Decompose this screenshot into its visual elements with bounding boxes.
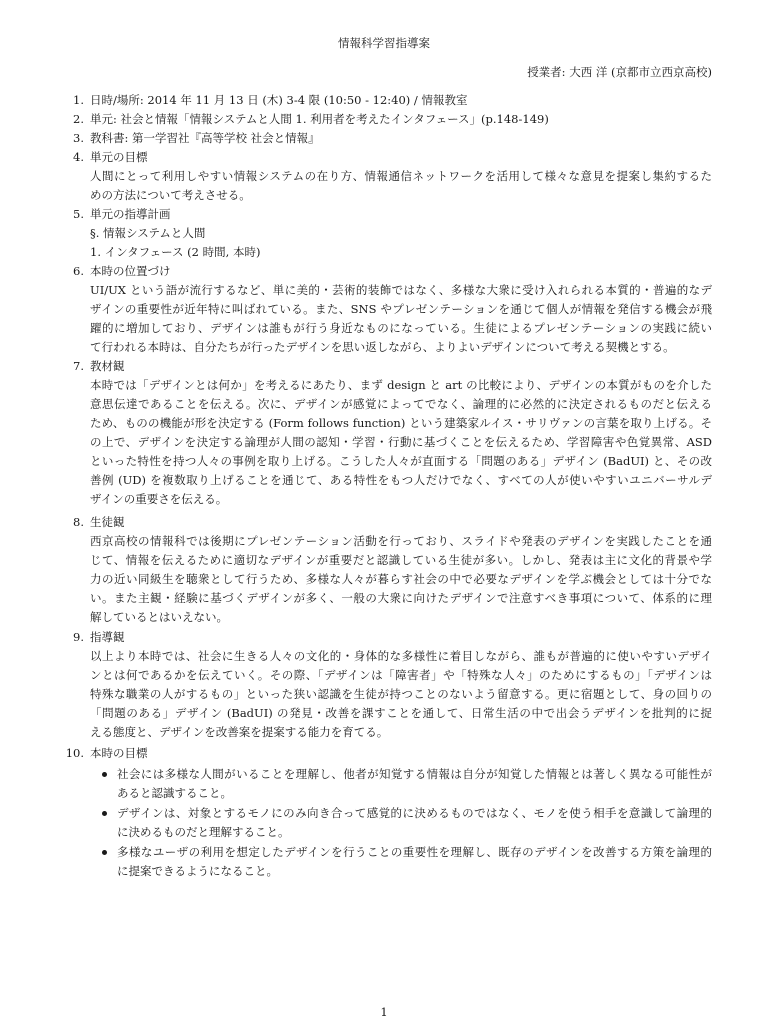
section-body	[90, 167, 712, 205]
section-heading: 指導観	[90, 630, 125, 644]
paragraph-line: ため、ものの機能が形を決定する (Form follows function) という建築家ルイス・サリヴァンの言葉を取り上げる。そ	[90, 416, 712, 430]
section-heading: 単元: 社会と情報「情報システムと人間 1. 利用者を考えたインタフェース」(p.148-149)	[90, 112, 549, 126]
section-heading: 教科書: 第一学習社『高等学校 社会と情報』	[90, 131, 320, 145]
section-lesson-goals	[65, 744, 712, 881]
goal-list	[90, 765, 712, 881]
plan-lesson-line: 1. インタフェース (2 時間, 本時)	[90, 245, 261, 259]
section-heading: 教材観	[90, 359, 125, 373]
section-heading: 単元の指導計画	[90, 207, 171, 221]
paragraph-line: じて、情報を伝えるために適切なデザインが重要だと認識している生徒が多い。しかし、発表は主に文化的背景や学	[90, 553, 712, 567]
paragraph-line: に決めるものだと理解すること。	[117, 825, 290, 839]
paragraph-line: ンとは何であるかを伝えていく。その際、「デザインは「障害者」や「特殊な人々」のためにするもの」「デザインは	[90, 668, 712, 682]
section-teaching-view	[73, 628, 712, 742]
section-number: 2.	[73, 112, 84, 126]
bullet-icon	[102, 811, 107, 816]
goal-bullet-item	[90, 804, 712, 842]
section-textbook	[73, 129, 712, 148]
paragraph-line: 社会には多様な人間がいることを理解し、他者が知覚する情報は自分が知覚した情報とは著しく異なる可能性が	[117, 767, 712, 781]
section-body	[90, 224, 712, 262]
section-body	[90, 281, 712, 357]
goal-bullet-item	[90, 843, 712, 881]
section-body	[90, 532, 712, 627]
section-date-location	[73, 91, 712, 110]
section-number: 7.	[73, 359, 84, 373]
paragraph-line: あると認識すること。	[117, 786, 232, 800]
paragraph-line: の上で、デザインを決定する論理が人間の認知・学習・行動に基づくことを伝えるため、学習障害や色覚異常、ASD	[90, 435, 712, 449]
section-body	[90, 376, 712, 509]
paragraph-line: 本時では「デザインとは何か」を考えるにあたり、まず design と art の比較により、デザインの本質がものを介した	[90, 378, 712, 392]
paragraph-line: て行われる本時は、自分たちが行ったデザインを思い返しながら、よりよいデザインについて考える契機とする。	[90, 340, 675, 354]
section-number: 9.	[73, 630, 84, 644]
section-unit-plan	[73, 205, 712, 262]
lesson-plan-list	[65, 91, 712, 881]
paragraph-line: といった特性を持つ人々の事例を取り上げる。こうした人々が直面する「問題のある」デザイン (BadUI) と、その改	[90, 454, 712, 468]
paragraph-line: える態度と、デザインを改善案を提案する能力を育てる。	[90, 725, 389, 739]
paragraph-line: 解しているとはいえない。	[90, 610, 228, 624]
goal-text	[117, 765, 712, 803]
paragraph-line: 以上より本時では、社会に生きる人々の文化的・身体的な多様性に着目しながら、誰もが普遍的に使いやすいデザイ	[90, 649, 712, 663]
section-number: 4.	[73, 150, 84, 164]
paragraph-line: ザインの重要さを伝える。	[90, 492, 228, 506]
section-unit-goals	[73, 148, 712, 205]
bullet-icon	[102, 850, 107, 855]
paragraph-line: 力の近い同級生を聴衆として行うため、多様な人々が暮らす社会の中で必要なデザインを学ぶ機会としては十分でな	[90, 572, 712, 586]
section-lesson-positioning	[73, 262, 712, 357]
goal-bullet-item	[90, 765, 712, 803]
paragraph-line: 「問題のある」デザイン (BadUI) の発見・改善を課すことを通して、日常生活の中で出会うデザインを批判的に捉	[90, 706, 712, 720]
paragraph-line: 善例 (UD) を複数取り上げることを通じて、ある特性をもつ人だけでなく、すべての人が使いやすいユニバーサルデ	[90, 473, 712, 487]
section-unit	[73, 110, 712, 129]
paragraph-line: めの方法について考えさせる。	[90, 188, 251, 202]
paragraph-line: 躍的に増加しており、デザインは誰もが行う身近なものになっている。生徒によるプレゼンテーションの実践に続い	[90, 321, 712, 335]
paragraph-line: い。また主観・経験に基づくデザインが多く、一般の大衆に向けたデザインで注意すべき事項について、体系的に理	[90, 591, 712, 605]
author-line: 授業者: 大西 洋 (京都市立西京高校)	[527, 65, 712, 79]
plan-chapter-line: §. 情報システムと人間	[90, 226, 206, 240]
paragraph-line: 多様なユーザの利用を想定したデザインを行うことの重要性を理解し、既存のデザインを改善する方策を論理的	[117, 845, 712, 859]
section-heading: 本時の目標	[90, 746, 148, 760]
document-title: 情報科学習指導案	[338, 36, 430, 50]
paragraph-line: に提案できるようになること。	[117, 864, 278, 878]
goal-text	[117, 843, 712, 881]
section-number: 10.	[65, 746, 84, 760]
paragraph-line: 西京高校の情報科では後期にプレゼンテーション活動を行っており、スライドや発表のデザインを実践したことを通	[90, 534, 712, 548]
section-heading: 単元の目標	[90, 150, 148, 164]
section-number: 3.	[73, 131, 84, 145]
section-number: 1.	[73, 93, 84, 107]
paragraph-line: UI/UX という語が流行するなど、単に美的・芸術的装飾ではなく、多様な大衆に受け入れられる本質的・普遍的なデ	[90, 283, 712, 297]
section-material-view	[73, 357, 712, 509]
paragraph-line: 人間にとって利用しやすい情報システムの在り方、情報通信ネットワークを活用して様々な意見を提案し集約するた	[90, 169, 712, 183]
paragraph-line: デザインは、対象とするモノにのみ向き合って感覚的に決めるものではなく、モノを使う相手を意識して論理的	[117, 806, 712, 820]
goal-text	[117, 804, 712, 842]
section-number: 5.	[73, 207, 84, 221]
page-number: 1	[380, 1005, 388, 1019]
section-heading: 日時/場所: 2014 年 11 月 13 日 (木) 3-4 限 (10:50 - 12:40) / 情報教室	[90, 93, 468, 107]
section-heading: 本時の位置づけ	[90, 264, 171, 278]
paragraph-line: 特殊な職業の人がするもの」といった狭い認識を生徒が持つことのないよう留意する。更に宿題として、身の回りの	[90, 687, 712, 701]
bullet-icon	[102, 772, 107, 777]
paragraph-line: ザインの重要性が近年特に叫ばれている。また、SNS やプレゼンテーションを通じて個人が情報を発信する機会が飛	[90, 302, 712, 316]
section-number: 8.	[73, 515, 84, 529]
section-body	[90, 647, 712, 742]
paragraph-line: 意思伝達であることを伝える。次に、デザインが感覚によってでなく、論理的に必然的に決定されるものだと伝える	[90, 397, 712, 411]
section-number: 6.	[73, 264, 84, 278]
section-heading: 生徒観	[90, 515, 125, 529]
section-student-view	[73, 513, 712, 627]
